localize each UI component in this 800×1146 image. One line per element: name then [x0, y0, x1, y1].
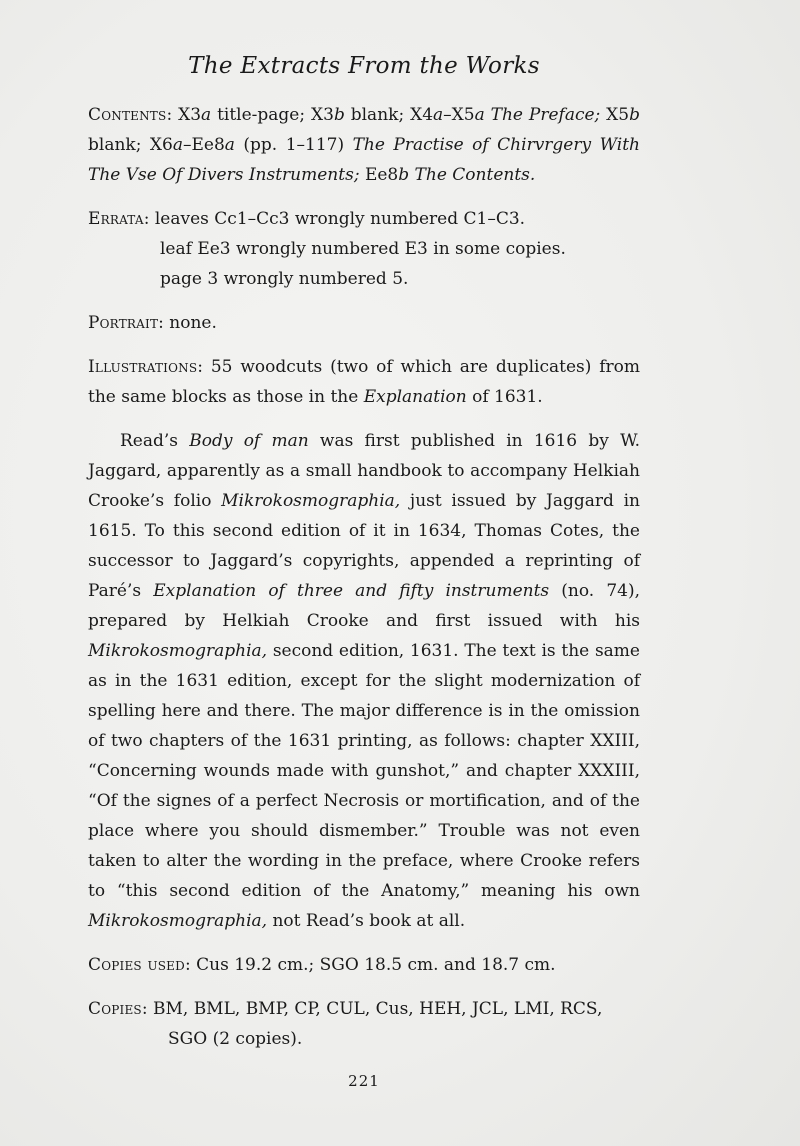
illustrations-label: Illustrations — [88, 357, 198, 377]
errata-line: page 3 wrongly numbered 5. — [160, 269, 409, 289]
copies-list-line: BM, BML, BMP, CP, CUL, Cus, HEH, JCL, LMI, RCS, — [152, 999, 603, 1019]
errata-line: leaf Ee3 wrongly numbered E3 in some copies. — [160, 239, 566, 259]
contents-section: Contents: X3a title-page; X3b blank; X4a–X5a The Preface; X5b blank; X6a–Ee8a (pp. 1–117) The Practise of Chirvrgery With The Vse Of Divers Instruments; Ee8b The Contents. — [88, 105, 640, 185]
page-text — [88, 40, 640, 1096]
copies-used-section: Copies used: Cus 19.2 cm.; SGO 18.5 cm. and 18.7 cm. — [88, 955, 556, 975]
portrait-section: Portrait: none. — [88, 313, 217, 333]
errata-line: leaves Cc1–Cc3 wrongly numbered C1–C3. — [154, 209, 526, 229]
copies-list-line: SGO (2 copies). — [168, 1029, 303, 1049]
portrait-value: none. — [169, 313, 217, 333]
errata-label: Errata — [88, 209, 144, 229]
copies-label: Copies — [88, 999, 142, 1019]
copies-used-value: Cus 19.2 cm.; SGO 18.5 cm. and 18.7 cm. — [196, 955, 556, 975]
contents-label: Contents — [88, 105, 167, 125]
copies-used-label: Copies used — [88, 955, 185, 975]
portrait-label: Portrait — [88, 313, 159, 333]
running-title: The Extracts From the Works — [188, 53, 540, 79]
copies-section: Copies: BM, BML, BMP, CP, CUL, Cus, HEH, JCL, LMI, RCS, SGO (2 copies). — [88, 994, 640, 1054]
page-number: 221 — [348, 1072, 380, 1090]
illustrations-section: Illustrations: 55 woodcuts (two of which are duplicates) from the same blocks as those in the Explanation of 1631. — [88, 357, 640, 407]
errata-section: Errata: leaves Cc1–Cc3 wrongly numbered C1–C3. leaf Ee3 wrongly numbered E3 in some copies. page 3 wrongly numbered 5. — [88, 204, 640, 294]
body-paragraph: Read’s Body of man was first published in 1616 by W. Jaggard, apparently as a small handbook to accompany Helkiah Crooke’s folio Mikrokosmographia, just issued by Jaggard in 1615. To this second edition of it in 1634, Thomas Cotes, the successor to Jaggard’s copyrights, appended a reprinting of Paré’s Explanation of three and fifty instruments (no. 74), prepared by Helkiah Crooke and first issued with his Mikrokosmographia, second edition, 1631. The text is the same as in the 1631 edition, except for the slight modernization of spelling here and there. The major difference is in the omission of two chapters of the 1631 printing, as follows: chapter XXIII, “Concerning wounds made with gunshot,” and chapter XXXIII, “Of the signes of a perfect Necrosis or mortification, and of the place where you should dismember.” Trouble was not even taken to alter the wording in the preface, where Crooke refers to “this second edition of the Anatomy,” meaning his own Mikrokosmographia, not Read’s book at all. — [88, 431, 640, 931]
